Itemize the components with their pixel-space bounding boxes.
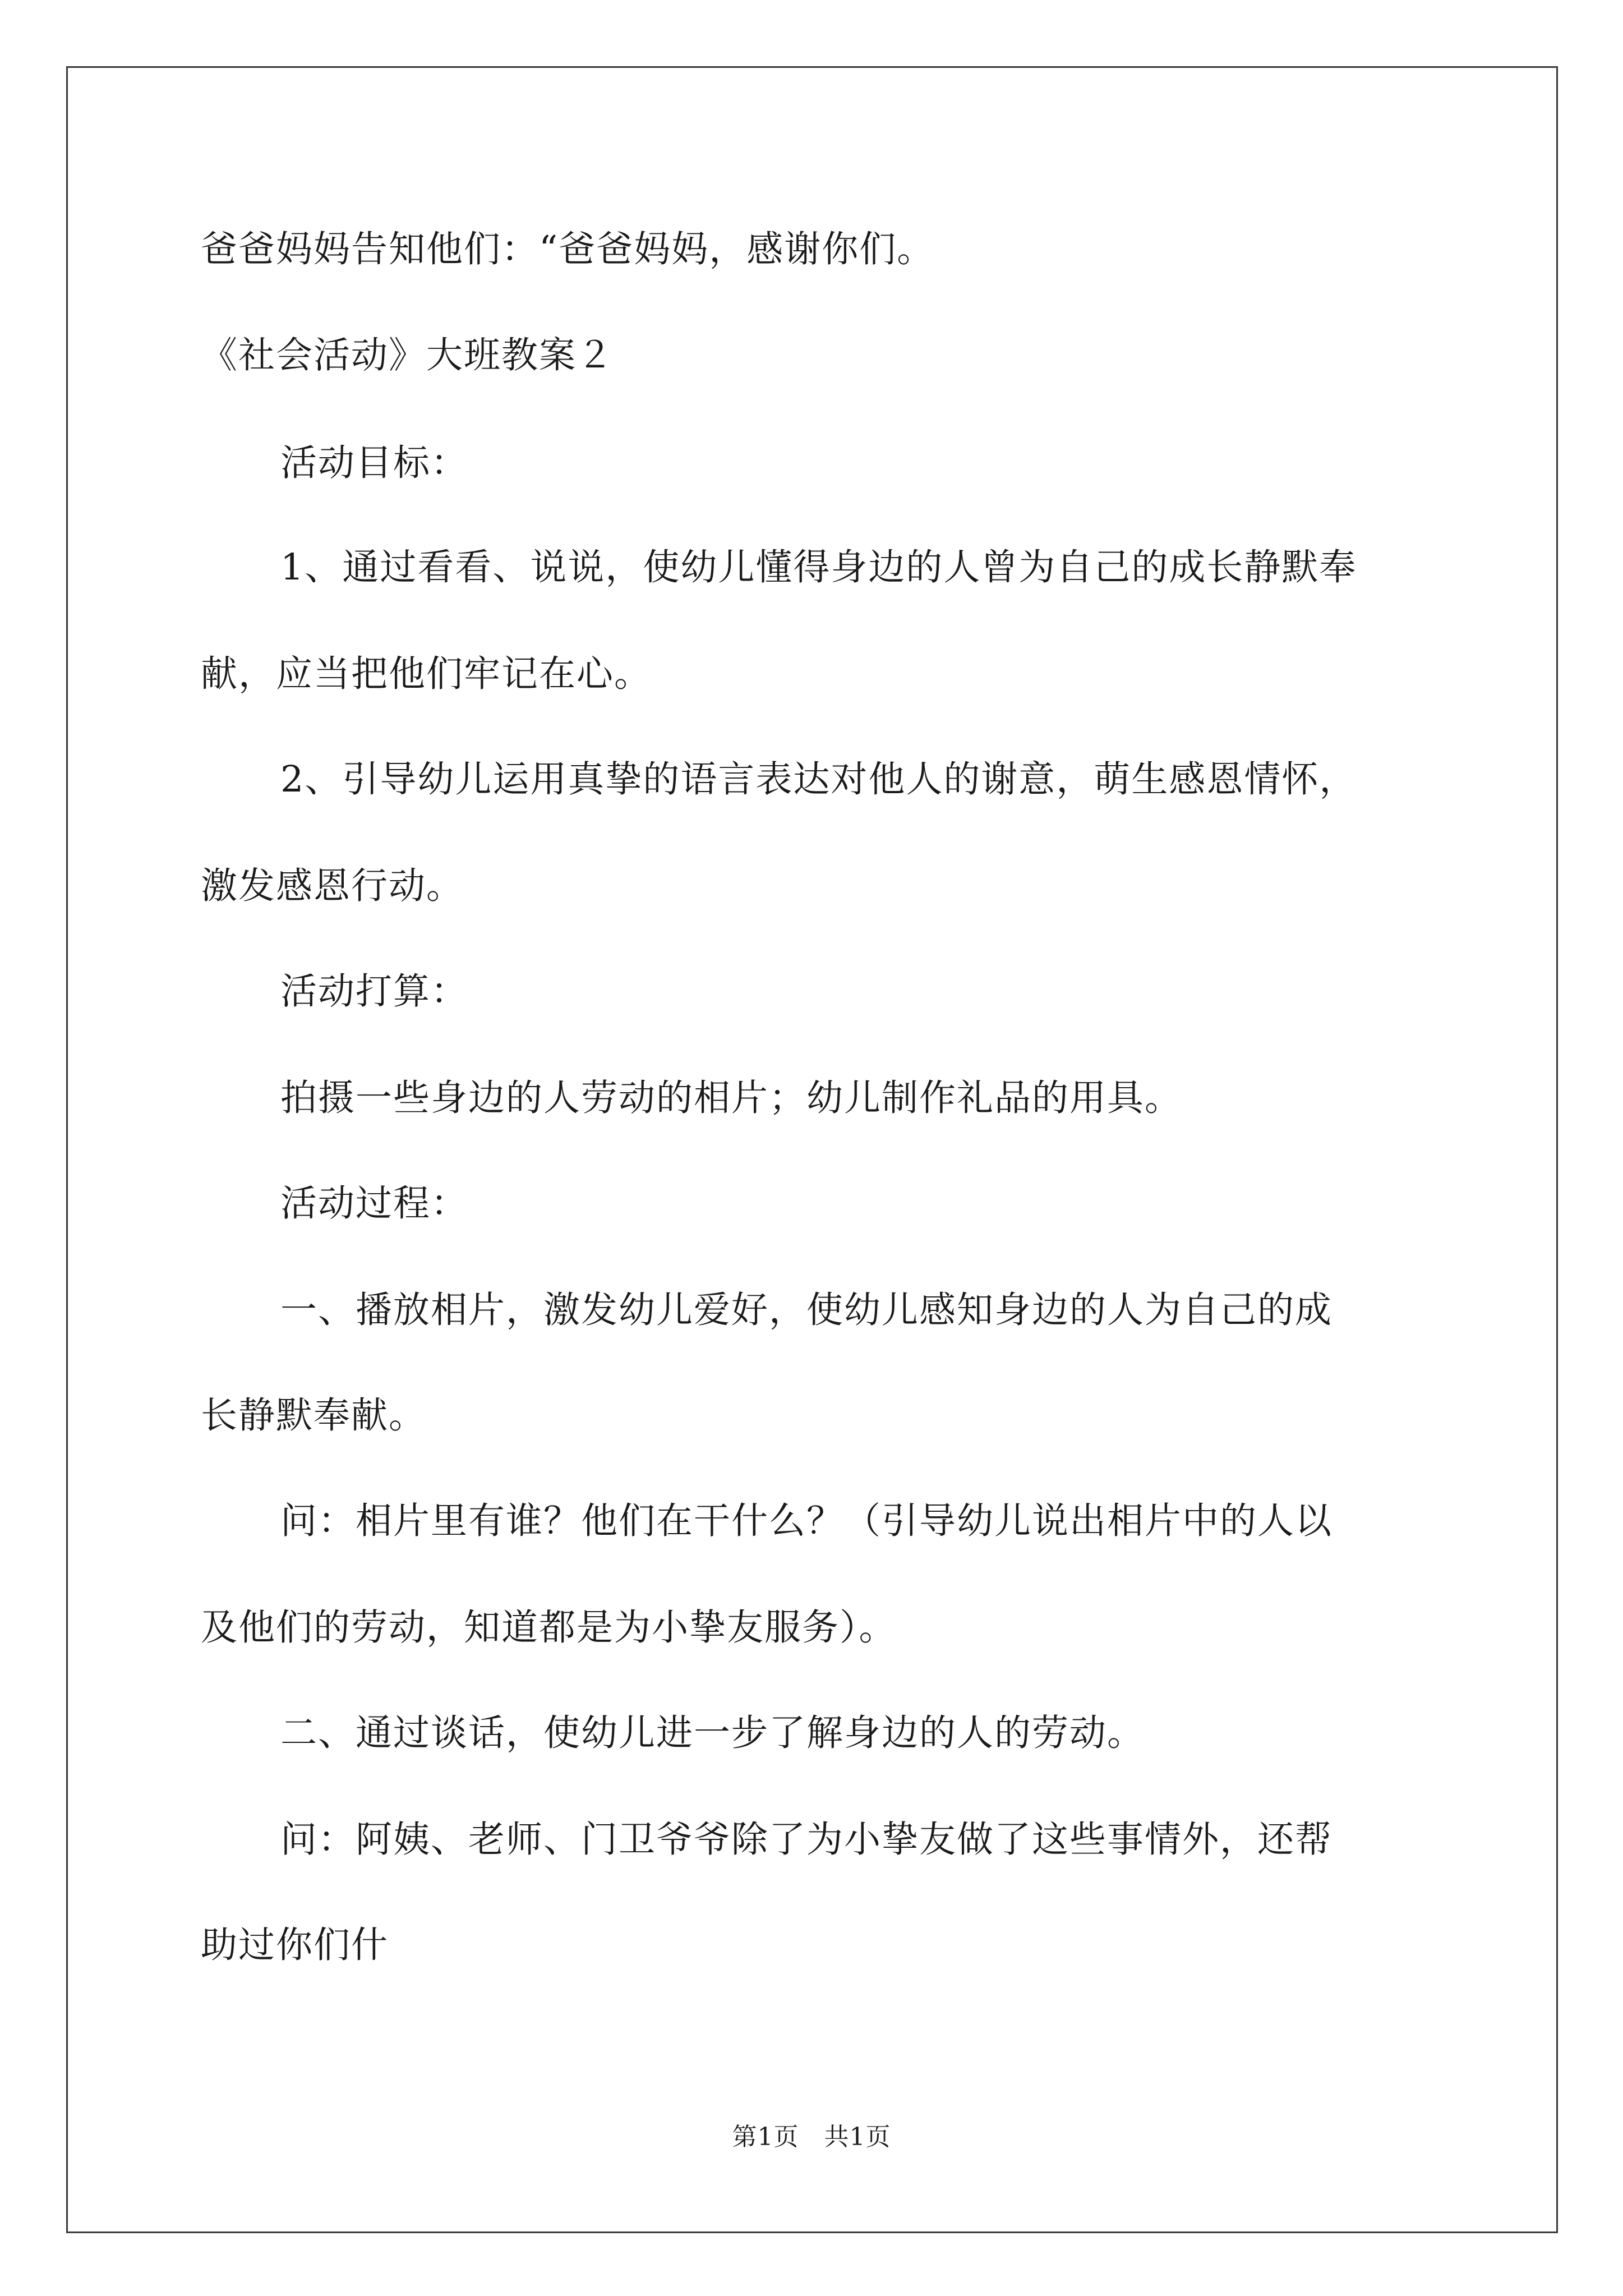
text-line: 1、通过看看、说说，使幼儿懂得身边的人曾为自己的成长静默奉: [280, 546, 1357, 588]
text-line: 问：相片里有谁？他们在干什么？（引导幼儿说出相片中的人以: [280, 1500, 1333, 1542]
text-line: 及他们的劳动，知道都是为小挚友服务）。: [201, 1607, 897, 1649]
text-line: 助过你们什: [201, 1924, 389, 1966]
page-number-footer: 第1页 共1页: [732, 2123, 891, 2151]
text-line: 长静默奉献。: [201, 1395, 427, 1437]
heading-activity-goals: 活动目标：: [280, 442, 469, 484]
section-title: 《社会活动》大班教案２: [201, 334, 615, 376]
text-line: 一、播放相片，激发幼儿爱好，使幼儿感知身边的人为自己的成: [280, 1289, 1333, 1331]
text-line: 献，应当把他们牢记在心。: [201, 653, 652, 695]
text-line: 二、通过谈话，使幼儿进一步了解身边的人的劳动。: [280, 1712, 1145, 1754]
heading-activity-preparation: 活动打算：: [280, 970, 469, 1013]
page-border: [66, 66, 1558, 2233]
text-line: 2、引导幼儿运用真挚的语言表达对他人的谢意，萌生感恩情怀，: [280, 758, 1357, 800]
text-line: 爸爸妈妈告知他们：“爸爸妈妈，感谢你们。: [201, 228, 935, 270]
heading-activity-process: 活动过程：: [280, 1182, 469, 1225]
text-line: 激发感恩行动。: [201, 865, 464, 907]
text-line: 拍摄一些身边的人劳动的相片；幼儿制作礼品的用具。: [280, 1077, 1183, 1119]
text-line: 问：阿姨、老师、门卫爷爷除了为小挚友做了这些事情外，还帮: [280, 1819, 1333, 1861]
